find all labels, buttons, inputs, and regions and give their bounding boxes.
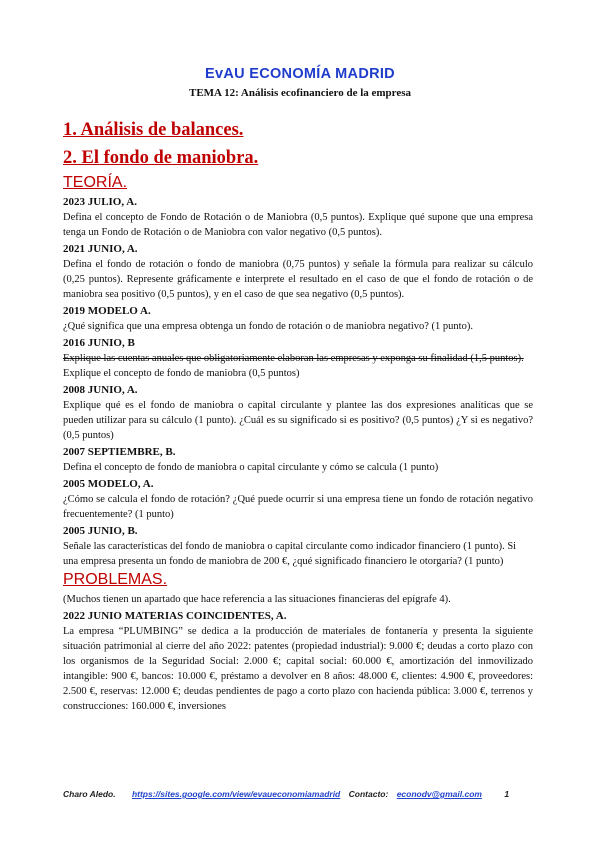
exam-label: 2023 JULIO, A.: [63, 196, 137, 208]
exam-label: 2021 JUNIO, A.: [63, 243, 138, 255]
theory-item: [63, 524, 533, 569]
footer-email-link[interactable]: econodv@gmail.com: [396, 789, 482, 799]
exam-label: 2005 JUNIO, B.: [63, 525, 138, 537]
heading-analisis-balances: 1. Análisis de balances.: [63, 120, 244, 140]
exam-label: 2022 JUNIO MATERIAS COINCIDENTES, A.: [63, 610, 287, 622]
heading-teoria: TEORÍA.: [63, 174, 128, 191]
exam-label: 2007 SEPTIEMBRE, B.: [63, 446, 176, 458]
exam-label: 2005 MODELO, A.: [63, 478, 154, 490]
theory-item: [63, 383, 533, 443]
heading-problemas: PROBLEMAS.: [63, 571, 168, 588]
theory-item: [63, 336, 533, 381]
question-text-rest: Explique el concepto de fondo de maniobra (0,5 puntos): [63, 368, 300, 379]
exam-label: 2016 JUNIO, B: [63, 337, 135, 349]
document-subtitle: TEMA 12: Análisis ecofinanciero de la empresa: [188, 87, 412, 99]
struck-question-text: Explique las cuentas anuales que obligatoriamente elaboran las empresas y exponga su finalidad (1,5 puntos).: [63, 353, 524, 364]
theory-item: [63, 477, 533, 522]
theory-item: [63, 195, 533, 240]
exam-label: 2019 MODELO A.: [63, 305, 151, 317]
question-text: [63, 351, 533, 381]
heading-fondo-maniobra: 2. El fondo de maniobra.: [63, 148, 259, 168]
question-text: Defina el concepto de fondo de maniobra o capital circulante y cómo se calcula (1 punto): [63, 462, 439, 473]
question-text: Explique qué es el fondo de maniobra o capital circulante y plantee las dos expresiones analíticas que se pueden utilizar para su cálculo (1 punto). ¿Cuál es su significado si es positivo? (0,5 puntos) ¿Y si es negativo? (0,5 puntos): [63, 400, 533, 441]
theory-item: [63, 242, 533, 302]
question-text: Defina el fondo de rotación o fondo de maniobra (0,75 puntos) y señale la fórmula para realizar su cálculo (0,25 puntos). Represente gráficamente e interprete el resultado en el caso de que el fondo de rotación o de maniobra sea positivo (0,5 puntos), y en el caso de que sea negativo (0,5 puntos).: [63, 259, 533, 300]
document-body: [63, 118, 533, 716]
problems-note: (Muchos tienen un apartado que hace referencia a las situaciones financieras del epígrafe 4).: [63, 594, 451, 605]
exam-label: 2008 JUNIO, A.: [63, 384, 138, 396]
page-number: 1: [504, 789, 510, 799]
theory-item: [63, 445, 533, 475]
footer-website-link[interactable]: https://sites.google.com/view/evaueconomiamadrid: [131, 789, 341, 799]
question-text: ¿Qué significa que una empresa obtenga un fondo de rotación o de maniobra negativo? (1 punto).: [63, 321, 473, 332]
footer-contact-label: Contacto:: [348, 789, 389, 799]
document-title: EvAU ECONOMÍA MADRID: [205, 66, 395, 82]
page-footer: [63, 789, 533, 799]
problem-text: La empresa “PLUMBING” se dedica a la producción de materiales de fontanería y presenta la siguiente situación patrimonial al cierre del año 2022: patentes (propiedad industrial): 9.000 €; deudas a corto plazo con los organismos de la Seguridad Social: 2.000 €; capital social: 60.000 €, amortización del inmovilizado intangible: 900 €, bancos: 10.000 €, préstamo a devolver en 8 años: 48.000 €, clientes: 4.900 €, proveedores: 2.500 €, reservas: 12.000 €; deudas pendientes de pago a corto plazo con hacienda pública: 3.000 €, terrenos y construcciones: 160.000 €, inversiones: [63, 626, 533, 712]
question-text: Señale las características del fondo de maniobra o capital circulante como indicador financiero (1 punto). Si una empresa presenta un fondo de maniobra de 200 €, ¿qué significado financiero le otorgaría? (1 punto): [63, 541, 517, 567]
theory-item: [63, 304, 533, 334]
question-text: Defina el concepto de Fondo de Rotación o de Maniobra (0,5 puntos). Explique qué supone que una empresa tenga un Fondo de Rotación o de Maniobra con valor negativo (0,5 puntos).: [63, 212, 533, 238]
footer-author: Charo Aledo.: [63, 789, 116, 799]
question-text: ¿Cómo se calcula el fondo de rotación? ¿Qué puede ocurrir si una empresa tiene un fondo de rotación negativo frecuentemente? (1 punto): [63, 494, 533, 520]
